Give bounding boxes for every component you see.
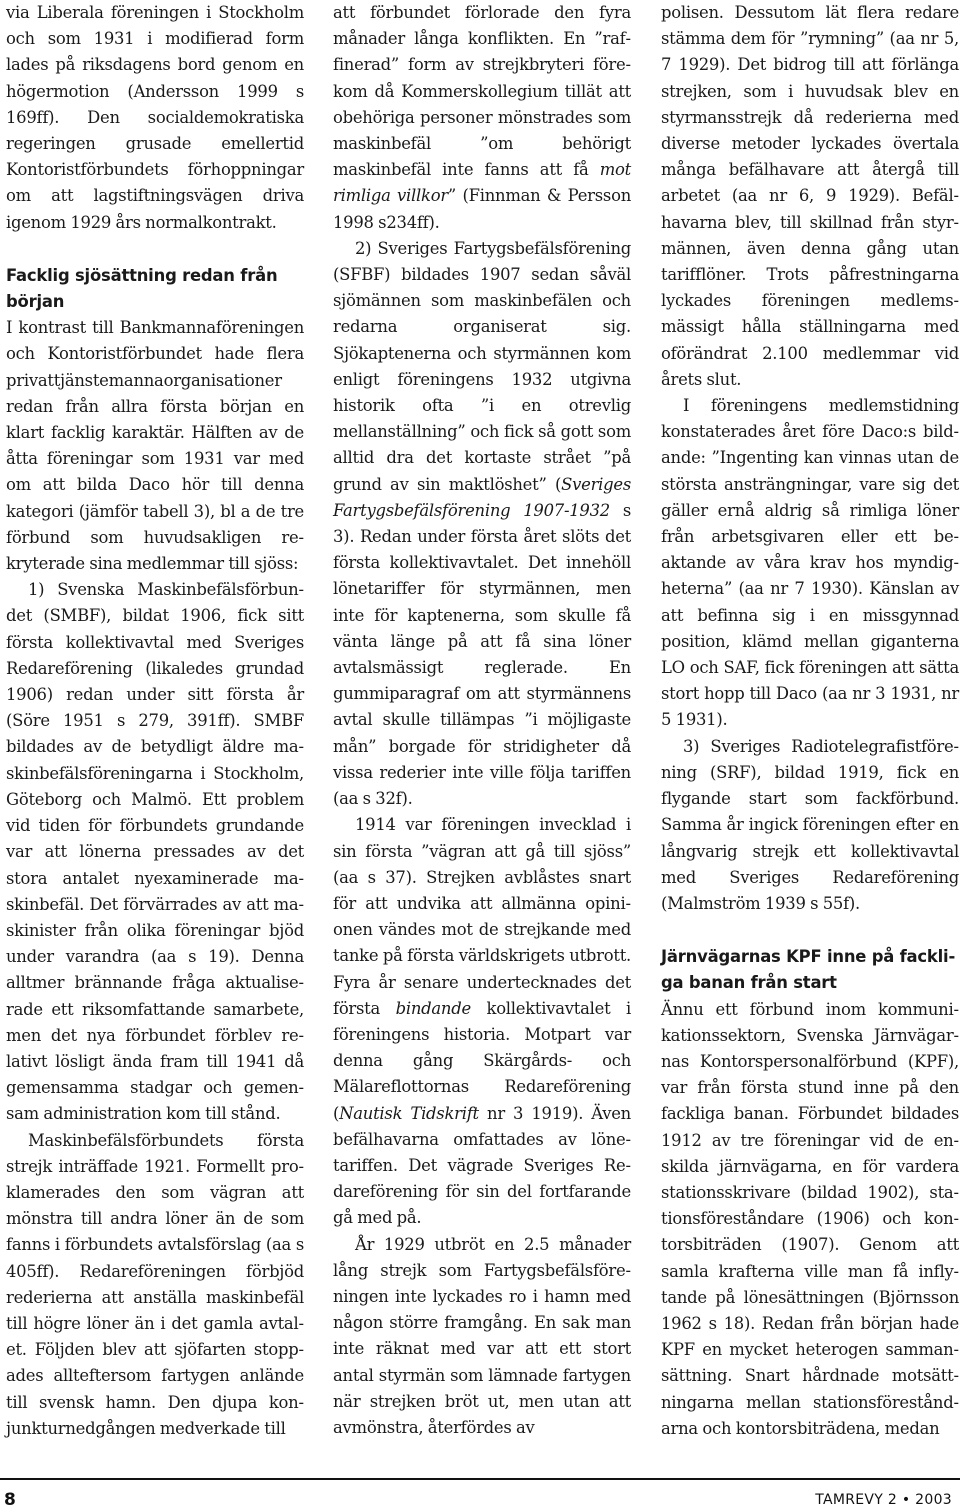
footer-divider bbox=[0, 1478, 960, 1480]
journal-issue: TAMREVY 2 • 2003 bbox=[815, 1492, 952, 1508]
text-column-1 bbox=[6, 0, 304, 1442]
text-column-2 bbox=[333, 0, 631, 1441]
paragraph: 1914 var föreningen invecklad i sin första ”vägran att gå till sjöss” (aa s 37). Strejken avblåstes snart för att undvika att allmänna opinionen vändes mot de strejkande med tanke på första världskrigets utbrott. Fyra år senare undertecknades det första bindande kollektivavtalet i föreningens historia. Motpart var denna gång Skärgårds- och Mälareflottornas Redareförening (Nautisk Tidskrift nr 3 1919). Även befälhavarna omfattades av lönetariffen. Det vägrade Sveriges Redareförening för sin del fortfarande gå med på. bbox=[333, 815, 632, 1228]
section-heading: Facklig sjösättning redan från början bbox=[6, 265, 278, 312]
paragraph: 2) Sveriges Fartygsbefälsförening (SFBF) bildades 1907 sedan såväl sjömännen som maskinbefälen och redarna organiserat sig. Sjökaptenerna och styrmännen kom enligt föreningens 1932 utgivna historik ofta ”i en otrevlig mellanställning” och fick så gott som alltid dra det kortaste strået ”på grund av sin maktlöshet” (Sveriges Fartygsbefälsförening 1907-1932 s 3). Redan under första året slöts det första kollektivavtalet. Det innehöll lönetariffer för styrmännen, men inte för kaptenerna, som skulle få vänta länge på att få sina löner avtalsmässigt reglerade. En gummiparagraf om att styrmännens avtal skulle tillämpas ”i möjligaste mån” borgade för stridigheter då vissa rederier inte ville följa tariffen (aa s 32f). bbox=[333, 238, 632, 809]
section-heading: Järnvägarnas KPF inne på fackliga banan från start bbox=[661, 947, 956, 993]
paragraph: 3) Sveriges Radiotelegrafistförening (SRF), bildad 1919, fick en flygande start som fackförbund. Samma år ingick föreningen efter en långvarig strejk ett kollektivavtal med Sveriges Redareförening (Malmström 1939 s 55f). bbox=[661, 736, 959, 913]
page-number: 8 bbox=[4, 1490, 16, 1510]
paragraph: Ännu ett förbund inom kommunikationssektorn, Svenska Järnvägarnas Kontorspersonalförbund (KPF), var från första stund inne på den fackliga banan. Förbundet bildades 1912 av tre föreningar vid de enskilda järnvägarna, en för vardera stationsskrivare (bildad 1902), stationsföreståndare (1906) och kontorsbiträden (1907). Genom att samla krafterna ville man få inflytande på lönesättningen (Björnsson 1962 s 18). Redan från början hade KPF en mycket heterogen sammansättning. Snart hårdnade motsättningarna mellan stationsföreståndarna och kontorsbiträdena, medan bbox=[661, 999, 959, 1438]
paragraph: att förbundet förlorade den fyra månader långa konflikten. En ”raffinerad” form av strejkbryteri förekom då Kommerskollegium tillät att obehöriga personer mönstrades som maskinbefäl ”om behörigt maskinbefäl inte fanns att få mot rimliga villkor” (Finnman & Persson 1998 s234ff). bbox=[333, 3, 631, 232]
paragraph: I föreningens medlemstidning konstaterades året före Daco:s bildande: ”Ingenting kan vinnas utan de största ansträngningar, vare sig det gäller ernå aldrig så rimliga löner från arbetsgivaren eller ett beaktande av våra krav hos myndigheterna” (aa nr 7 1930). Känslan av att befinna sig i en missgynnad position, klämd mellan giganterna LO och SAF, fick föreningen att sätta stort hopp till Daco (aa nr 3 1931, nr 5 1931). bbox=[661, 396, 959, 730]
paragraph: via Liberala föreningen i Stockholm och som 1931 i modifierad form lades på riksdagens bord genom en högermotion (Andersson 1999 s 169ff). Den socialdemokratiska regeringen grusade emellertid Kontoristförbundets förhoppningar om att lagstiftningsvägen driva igenom 1929 års normalkontrakt. bbox=[6, 3, 304, 232]
paragraph: Maskinbefälsförbundets första strejk inträffade 1921. Formellt proklamerades den som vägran att mönstra till andra löner än de som fanns i förbundets avtalsförslag (aa s 405ff). Redareföreningen förbjöd rederierna att anställa maskinbefäl till högre löner än i det gamla avtalet. Följden blev att sjöfarten stoppades allteftersom fartygen anlände till svensk hamn. Den djupa konjunkturnedgången medverkade till bbox=[6, 1130, 304, 1438]
paragraph: År 1929 utbröt en 2.5 månader lång strejk som Fartygsbefälsföreningen inte lyckades ro i hamn med någon större framgång. En sak man inte räknat med var att ett stort antal styrmän som lämnade fartygen när strejken bröt ut, men utan att avmönstra, återfördes av bbox=[333, 1234, 631, 1437]
paragraph: I kontrast till Bankmannaföreningen och Kontoristförbundet hade flera privattjänstemannaorganisationer redan från allra första början en klart facklig karaktär. Hälften av de åtta föreningar som 1931 var med om att bilda Daco hör till denna kategori (jämför tabell 3), bl a de tre förbund som huvudsakligen rekryterade sina medlemmar till sjöss: bbox=[6, 318, 304, 574]
text-column-3 bbox=[661, 0, 959, 1442]
paragraph: 1) Svenska Maskinbefälsförbundet (SMBF), bildat 1906, fick sitt första kollektivavtal med Sveriges Redareförening (likaledes grundad 1906) redan under sitt första år (Söre 1951 s 279, 391ff). SMBF bildades av de betydligt äldre maskinbefälsföreningarna i Stockholm, Göteborg och Malmö. Ett problem vid tiden för förbundets grundande var att lönerna pressades av det stora antalet nyexaminerade maskinbefäl. Det förvärrades av att maskinister från olika föreningar bjöd under varandra (aa s 19). Denna alltmer brännande fråga aktualiserade ett riksomfattande samarbete, men det nya förbundet förblev relativt lösligt ända fram till 1941 då gemensamma stadgar och gemensam administration kom till stånd. bbox=[6, 580, 304, 1124]
paragraph: polisen. Dessutom lät flera redare stämma dem för ”rymning” (aa nr 5, 7 1929). Det bidrog till att förlänga strejken, som i huvudsak blev en styrmansstrejk då rederierna med diverse metoder lyckades övertala många befälhavare att återgå till arbetet (aa nr 6, 9 1929). Befälhavarna blev, till skillnad från styrmännen, även denna gång utan tarifflöner. Trots påfrestningarna lyckades föreningen medlemsmässigt hålla ställningarna med oförändrat 2.100 medlemmar vid årets slut. bbox=[661, 3, 959, 389]
